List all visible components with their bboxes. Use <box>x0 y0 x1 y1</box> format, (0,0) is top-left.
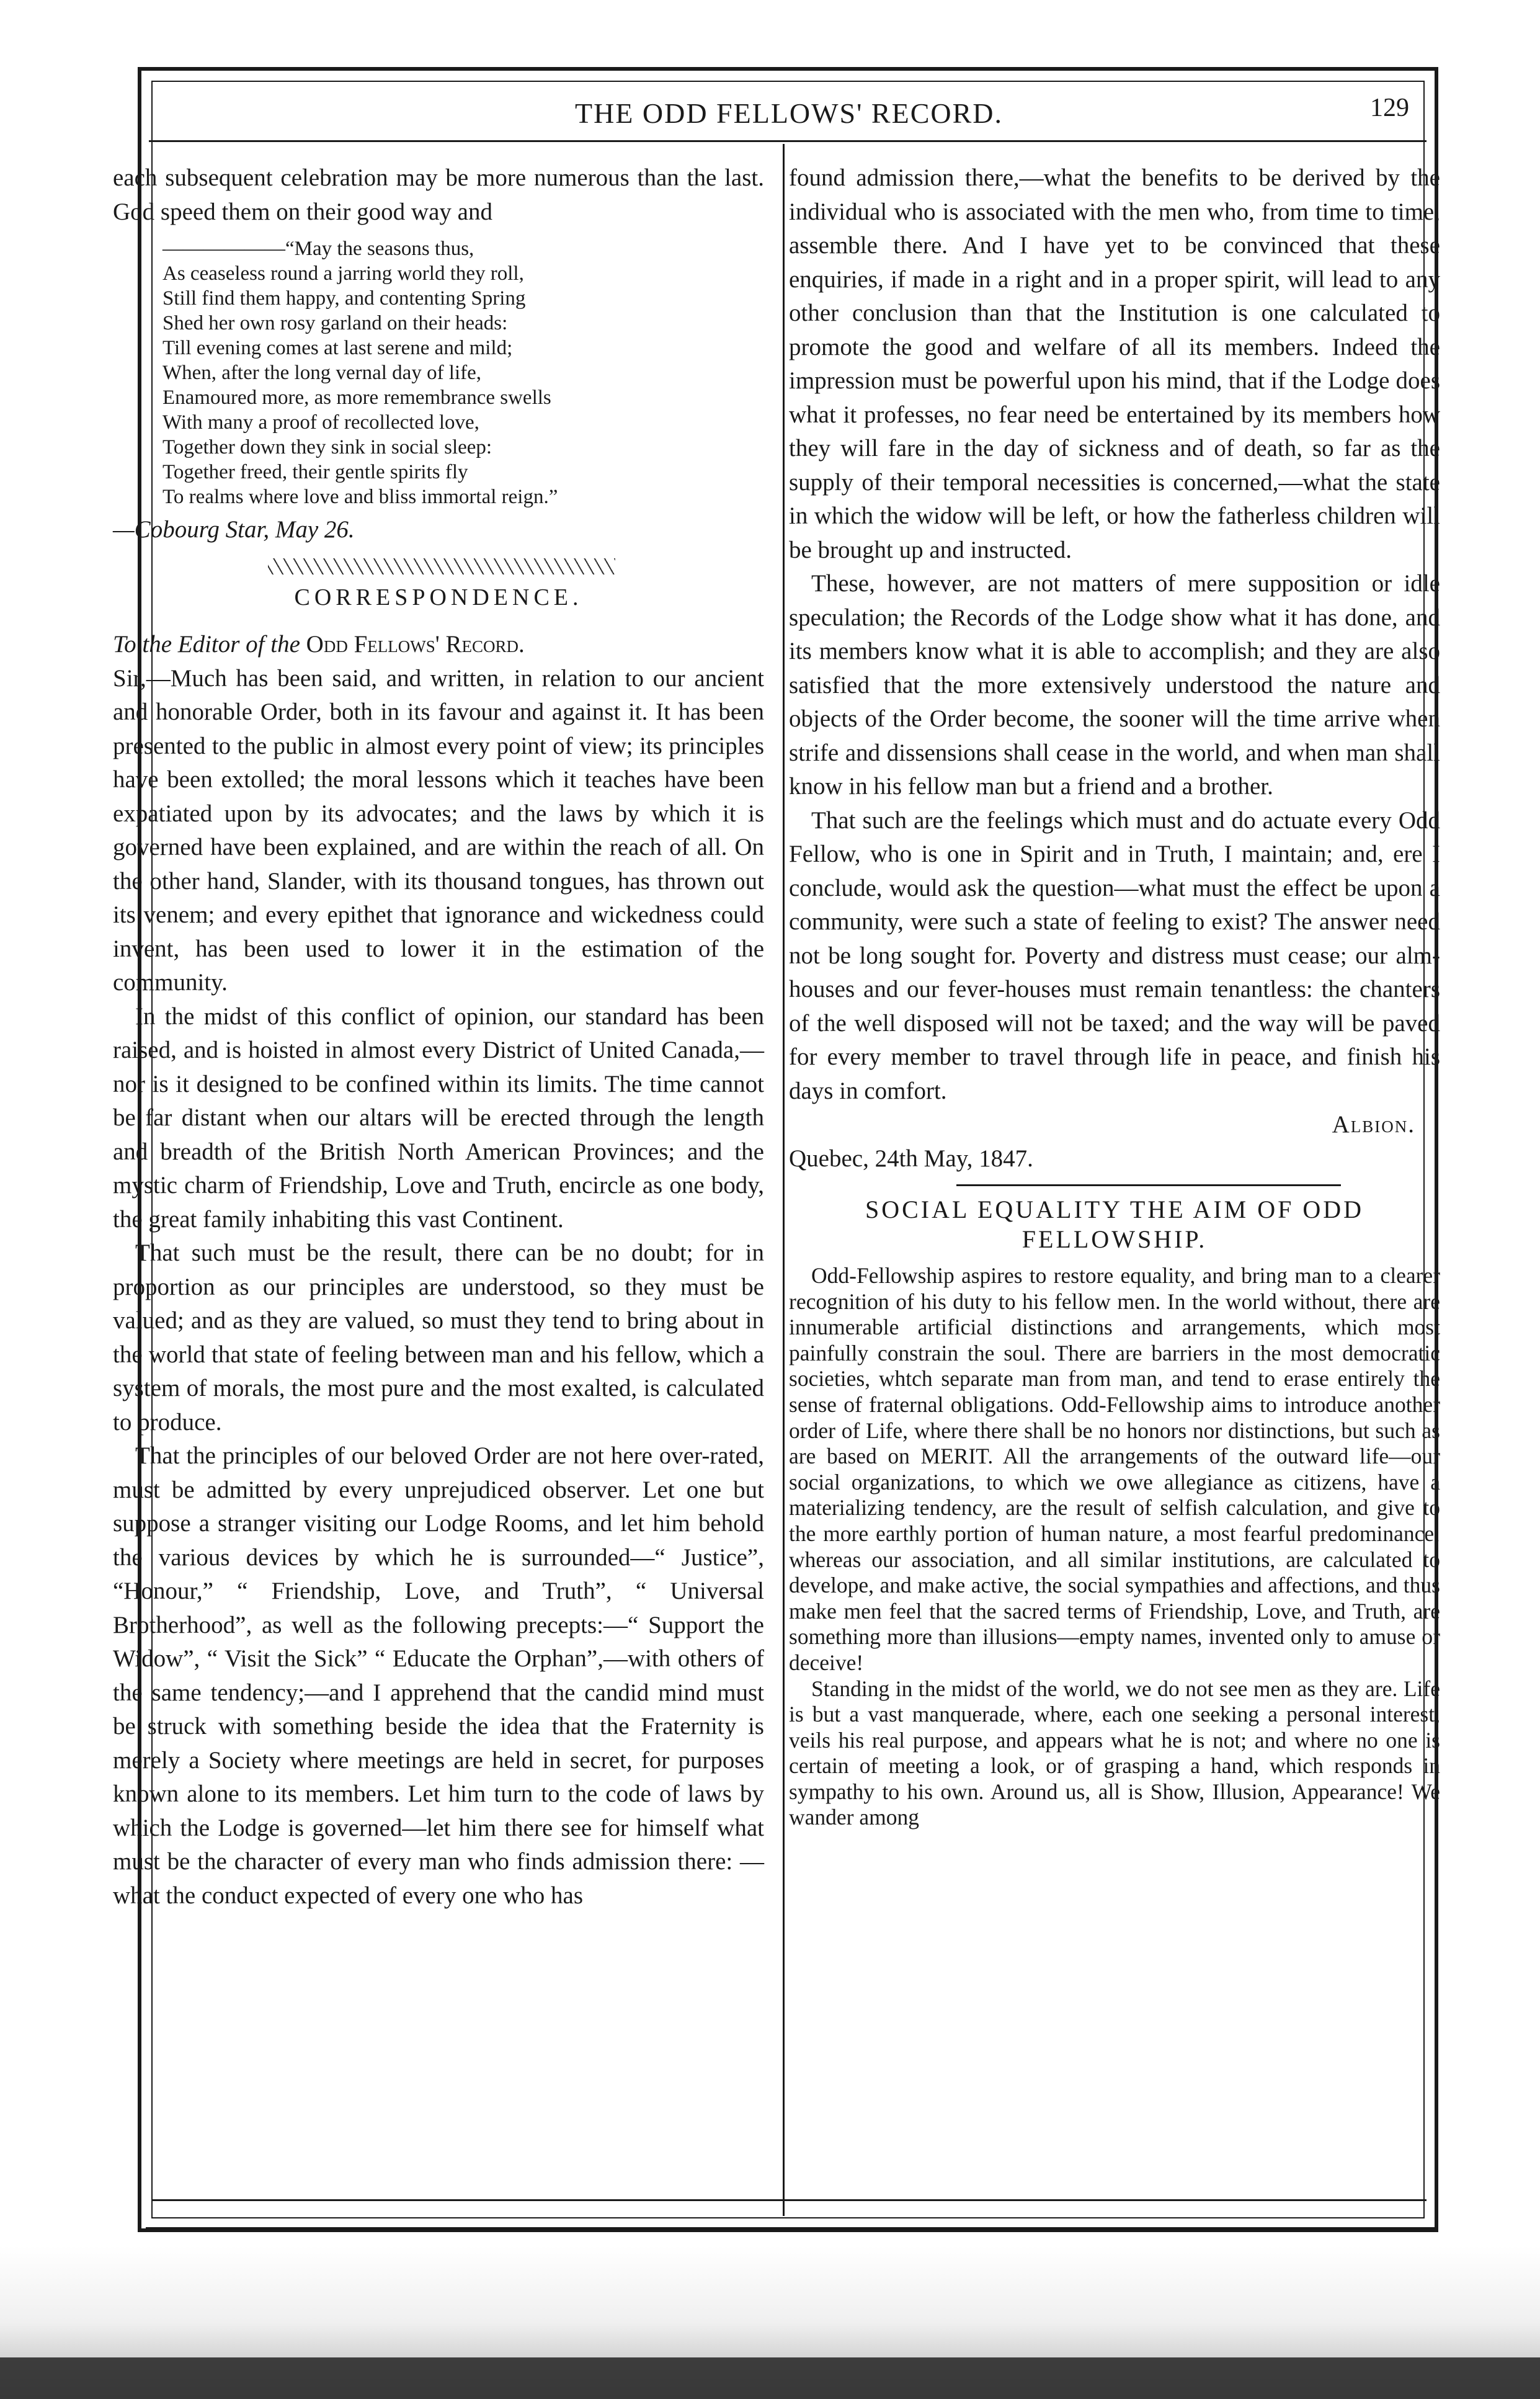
article-separator <box>956 1184 1341 1186</box>
masthead <box>144 93 1434 140</box>
poem-line: When, after the long vernal day of life, <box>162 362 482 384</box>
bottom-rule <box>152 2199 1427 2201</box>
letter-paragraph: In the midst of this conflict of opinion, our standard has been raised, and is hoisted in almost every District of United Canada,—nor is it designed to be confined within its limits. The time cannot be far distant when our altars will be erected through the length and breadth of the British North American Provinces; and the mystic charm of Friendship, Love and Truth, encircle as one body, the great family inhabiting this vast Continent. <box>113 1003 764 1233</box>
bottom-rule-heavy <box>146 2227 1436 2230</box>
article-paragraph: Standing in the midst of the world, we do not see men as they are. Life is but a vast manquerade, where, each one seeking a personal interest, veils his real purpose, and appears what he is not; and where no one is certain of meeting a look, or of grasping a hand, which responds in sympathy to his own. Around us, all is Show, Illusion, Appearance! We wander among <box>789 1676 1440 1830</box>
salutation-prefix: To the Editor of the <box>113 631 300 658</box>
poem-line: As ceaseless round a jarring world they roll, <box>162 262 524 285</box>
letter-paragraph: Sir,—Much has been said, and written, in relation to our ancient and honorable Order, both in its favour and against it. It has been presented to the public in almost every point of view; its principles have been extolled; the moral lessons which it teaches have been expatiated upon by its advocates; and the laws by which it is governed have been explained, and are within the reach of all. On the other hand, Slander, with its thousand tongues, has thrown out its venem; and every epithet that ignorance and wickedness could invent, has been used to lower it in the estimation of the community. <box>113 664 764 996</box>
letter-paragraph: These, however, are not matters of mere supposition or idle speculation; the Records of the Lodge show what it has done, and its members know what it is able to accomplish; and they are also satisfied that the more extensively understood the nature and objects of the Order become, the sooner will the time arrive when strife and dissensions shall cease in the world, and when man shall know in his fellow man but a friend and a brother. <box>789 570 1440 800</box>
poem-line: To realms where love and bliss immortal reign.” <box>162 486 558 508</box>
poem-line: Still find them happy, and contenting Spring <box>162 287 526 310</box>
salutation <box>113 628 764 662</box>
salutation-paper: Odd Fellows' Record. <box>306 631 525 658</box>
poem-line: Till evening comes at last serene and mild; <box>162 337 513 359</box>
section-heading: CORRESPONDENCE. <box>294 584 583 610</box>
letter-paragraph: That such are the feelings which must and do actuate every Odd Fellow, who is one in Spirit and in Truth, I maintain; and, ere I conclude, would ask the question—what must the effect be upon a community, were such a state of feeling to exist? The answer need not be long sought for. Poverty and distress must cease; our alm-houses and our fever-houses must remain tenantless: the chanters of the well disposed will not be taxed; and the way will be paved for every member to travel through life in peace, and finish his days in comfort. <box>789 806 1440 1104</box>
letter-paragraph: That such must be the result, there can be no doubt; for in proportion as our principles are understood, so they must be valued; and as they are valued, so must they tend to bring about in the world that state of feeling between man and his fellow, which a system of morals, the most pure and the most exalted, is calculated to produce. <box>113 1240 764 1436</box>
poem-line: Together down they sink in social sleep: <box>162 436 492 458</box>
poem-line: Enamoured more, as more remembrance swells <box>162 386 551 409</box>
letter-paragraph: That the principles of our beloved Order are not here over-rated, must be admitted by every unprejudiced observer. Let one but suppose a stranger visiting our Lodge Rooms, and let him behold the various devices by which he is surrounded—“ Justice”, “Honour,” “ Friendship, Love, and Truth”, “ Universal Brotherhood”, as well as the following precepts:—“ Support the Widow”, “ Visit the Sick” “ Educate the Orphan”,—with others of the same tendency;—and I apprehend that the candid mind must be struck with something beside the idea that the Fraternity is merely a Society where meetings are held in secret, for purposes known alone to its members. Let him turn to the code of laws by which the Lodge is governed—let him there see for himself what must be the character of every man who finds admission there: —what the conduct expected of every one who has <box>113 1442 764 1909</box>
poem-line: Shed her own rosy garland on their heads: <box>162 312 508 334</box>
poem-line: Together freed, their gentle spirits fly <box>162 461 468 483</box>
poem-line: ——————“May the seasons thus, <box>162 238 474 260</box>
letter-signature: Albion. <box>1332 1111 1415 1138</box>
page-number: 129 <box>1370 94 1409 122</box>
poem-source: —Cobourg Star, May 26. <box>113 516 355 543</box>
letter-paragraph: found admission there,—what the benefits to be derived by the individual who is associated with the men who, from time to time, assemble there. And I have yet to be convinced that these enquiries, if made in a right and in a proper spirit, will lead to any other conclusion than that the Institution is one calculated to promote the good and welfare of all its members. Indeed the impression must be powerful upon his mind, that if the Lodge does what it professes, no fear need be entertained by its members how they will fare in the day of sickness and of death, so far as the supply of their temporal necessities is concerned,—what the state in which the widow will be left, or how the fatherless children will be brought up and instructed. <box>789 164 1440 563</box>
masthead-rule <box>149 140 1427 142</box>
page-binding-edge <box>0 2357 1540 2399</box>
poem <box>162 236 764 509</box>
left-column <box>113 161 764 1913</box>
intro-paragraph: each subsequent celebration may be more numerous than the last. God speed them on their good way and <box>113 164 764 225</box>
article-paragraph: Odd-Fellowship aspires to restore equality, and bring man to a clearer recognition of his duty to his fellow men. In the world without, there are innumerable artificial distinctions and arrangements, which most painfully constrain the soul. There are barriers in the most democratic societies, whtch separate man from man, and tend to erase entirely the sense of fraternal obligations. Odd-Fellowship aims to introduce another order of Life, where there shall be no honors nor distinctions, but such as are based on MERIT. All the arrangements of the outward life—our social organizations, to which we owe allegiance as citizens, have a materializing tendency, are the result of selfish calculation, and give to the more earthly portion of human nature, a most fearful predominance; whereas our association, and all similar institutions, are calculated to develope, and make active, the social sympathies and affections, and thus make men feel that the sacred terms of Friendship, Love, and Truth, are something more than illusions—empty names, invented only to amuse or deceive! <box>789 1263 1440 1675</box>
journal-title: THE ODD FELLOWS' RECORD. <box>574 97 1004 129</box>
article-heading: SOCIAL EQUALITY THE AIM OF ODD FELLOWSHIP. <box>865 1195 1364 1253</box>
right-column <box>789 161 1440 1831</box>
letter-dateline: Quebec, 24th May, 1847. <box>789 1145 1033 1172</box>
ornamental-rule <box>268 558 615 574</box>
column-divider <box>783 144 785 2216</box>
poem-line: With many a proof of recollected love, <box>162 411 479 434</box>
